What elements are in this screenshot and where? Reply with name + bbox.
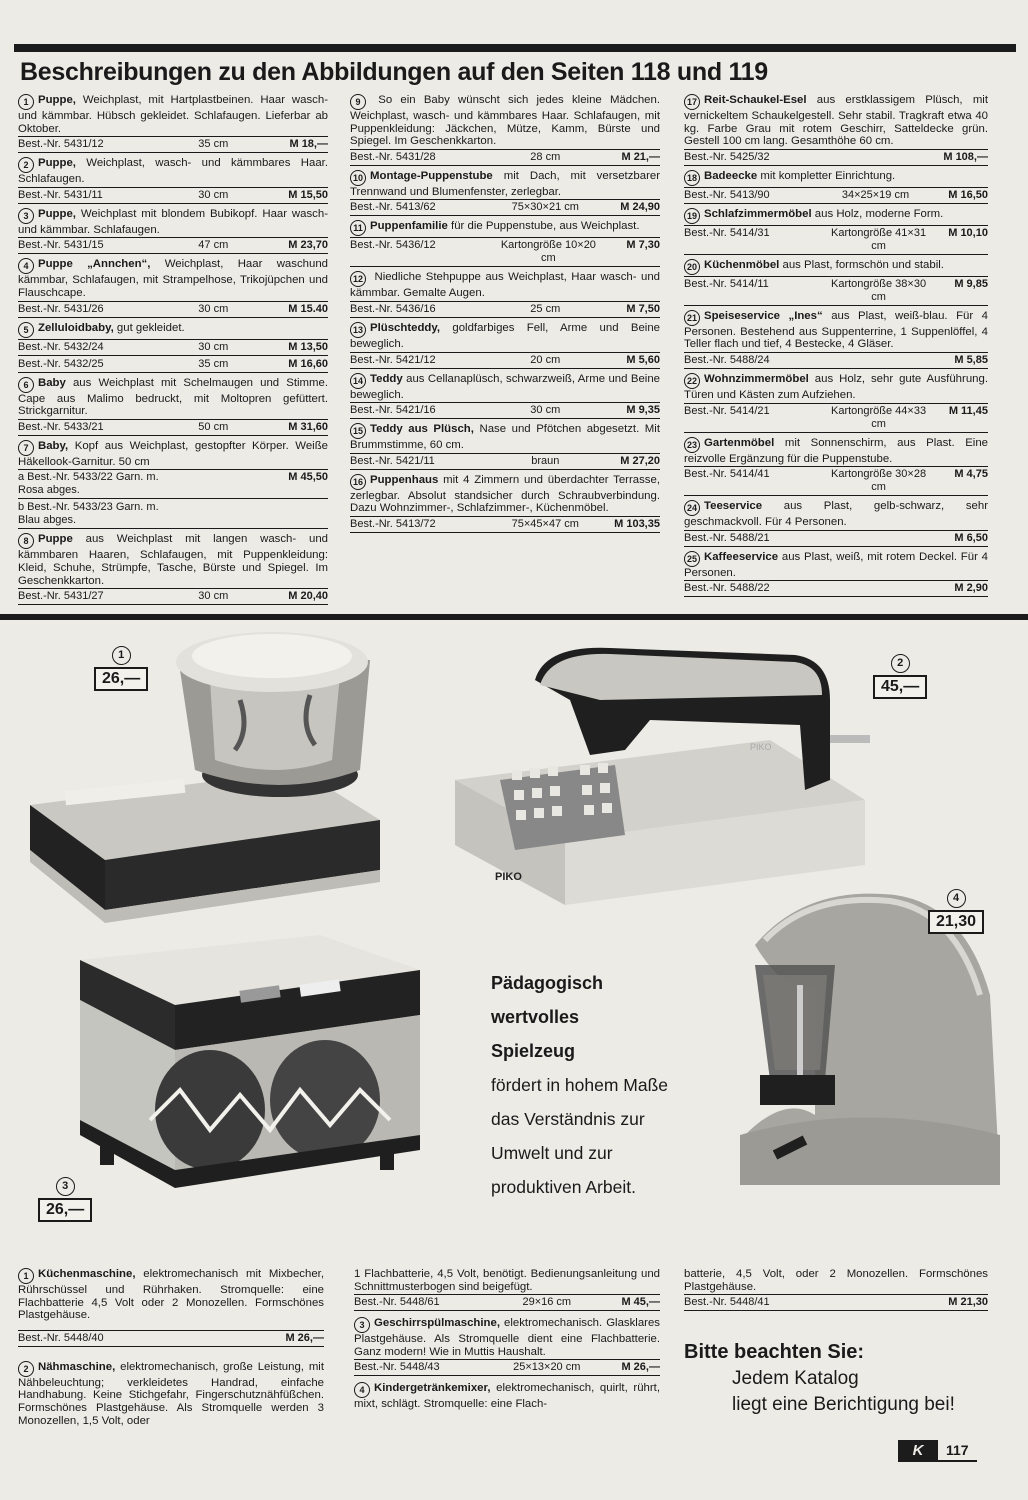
catalog-item xyxy=(350,474,660,533)
item-number: 1 xyxy=(18,1268,34,1284)
item-description: Weichplast, mit Hartplastbeinen. Haar wasch- und kämmbar. Hübsch gekleidet. Schlafaugen. Lieferbar ab Oktober. xyxy=(18,94,328,135)
order-code: Best.-Nr. 5431/26 xyxy=(18,302,104,315)
order-size: 34×25×19 cm xyxy=(841,188,910,201)
price-tag-number: 2 xyxy=(891,654,910,673)
item-description: aus Weichplast mit Schelmaugen und Stimme. Cape aus Malimo bedruckt, mit Moltopren gefüttert. Strickgarnitur. xyxy=(18,376,328,418)
item-number: 6 xyxy=(18,377,34,393)
order-size: Kartongröße 44×33 cm xyxy=(830,404,927,430)
order-row xyxy=(350,199,660,216)
item-name: Puppe, xyxy=(38,207,76,220)
catalog-item xyxy=(18,377,328,436)
item-name: Baby xyxy=(38,376,66,389)
item-number: 24 xyxy=(684,500,700,516)
order-size: 29×16 cm xyxy=(522,1296,572,1309)
price-tag-value: 45,— xyxy=(873,675,927,699)
order-row xyxy=(350,149,660,166)
description-column-1 xyxy=(18,94,328,609)
promo-line: fördert in hohem Maße xyxy=(491,1075,669,1095)
item-name: Geschirrspülmaschine, xyxy=(374,1317,500,1330)
item-number: 4 xyxy=(18,258,34,274)
catalog-item xyxy=(18,208,328,255)
order-row xyxy=(18,187,328,204)
order-size xyxy=(161,471,266,497)
item-name: Gartenmöbel xyxy=(704,436,775,449)
order-row xyxy=(350,453,660,470)
item-number: 11 xyxy=(350,220,366,236)
order-size: 47 cm xyxy=(198,239,229,252)
item-description: Weichplast, wasch- und kämmbares Haar. Schlafaugen. xyxy=(18,157,328,186)
order-code: Best.-Nr. 5448/61 xyxy=(354,1296,440,1309)
order-row xyxy=(354,1359,660,1376)
bottom-column-2 xyxy=(354,1268,660,1415)
sewing-machine-image xyxy=(450,640,890,910)
item-description: gut gekleidet. xyxy=(116,321,185,334)
order-code: Best.-Nr. 5421/11 xyxy=(350,454,435,467)
item-description: aus Plast, weiß-blau. Für 4 Personen. Bestehend aus Suppenterrine, 1 Suppenlöffel, 4 Teller flach und tief, 4 Bestecke, 4 Gläser. xyxy=(684,309,988,351)
order-code: Best.-Nr. 5488/24 xyxy=(684,353,770,366)
order-price: M 4,75 xyxy=(954,468,988,481)
item-number: 2 xyxy=(18,157,34,173)
order-code: Best.-Nr. 5414/11 xyxy=(684,277,769,290)
item-name: Montage-Puppenstube xyxy=(370,169,493,182)
item-name: Teeservice xyxy=(704,500,763,513)
item-name: Nähmaschine, xyxy=(38,1360,116,1373)
order-code: b Best.-Nr. 5433/23 Garn. m. Blau abges. xyxy=(18,501,159,527)
order-code: Best.-Nr. 5488/22 xyxy=(684,582,770,595)
notice-title: Bitte beachten Sie: xyxy=(684,1341,865,1363)
order-size: Kartongröße 41×31 cm xyxy=(830,226,927,252)
catalog-item xyxy=(684,259,988,306)
catalog-item xyxy=(684,94,988,166)
order-size: 30 cm xyxy=(198,302,229,315)
item-name: Teddy xyxy=(370,372,403,385)
svg-text:PIKO: PIKO xyxy=(750,742,772,752)
order-price: M 5,85 xyxy=(954,353,988,366)
order-row xyxy=(18,301,328,318)
order-row xyxy=(684,580,988,597)
item-name: Plüschteddy, xyxy=(370,321,441,334)
price-tag-1 xyxy=(94,645,148,691)
order-row xyxy=(18,1330,324,1347)
order-price: M 27,20 xyxy=(620,454,660,467)
page-footer xyxy=(898,1440,977,1462)
item-number: 8 xyxy=(18,533,34,549)
catalog-item xyxy=(18,157,328,204)
order-code: Best.-Nr. 5436/16 xyxy=(350,302,436,315)
order-price: M 7,50 xyxy=(626,302,660,315)
item-number: 3 xyxy=(354,1317,370,1333)
item-number: 1 xyxy=(18,94,34,110)
item-description: Nase und Pfötchen abgesetzt. Mit Brummstimme, 60 cm. xyxy=(350,423,660,452)
item-description: Weichplast mit blondem Bubikopf. Haar wasch- und kämmbar. Schlafaugen. xyxy=(18,207,328,236)
item-number: 16 xyxy=(350,474,366,490)
order-price: M 45,— xyxy=(621,1296,660,1309)
item-name: Badeecke xyxy=(704,169,758,182)
order-code: Best.-Nr. 5488/21 xyxy=(684,531,770,544)
item-name: Puppenfamilie xyxy=(370,220,448,233)
item-name: Kaffeeservice xyxy=(704,550,779,563)
catalog-item xyxy=(684,551,988,598)
item-description: aus Cellanaplüsch, schwarzweiß, Arme und Beine beweglich. xyxy=(350,372,660,401)
order-price: M 15.40 xyxy=(288,302,328,315)
order-row xyxy=(350,301,660,318)
order-size: 20 cm xyxy=(530,353,561,366)
item-description: aus Plast, gelb-schwarz, sehr geschmackvoll. Für 4 Personen. xyxy=(684,500,988,529)
order-size: 30 cm xyxy=(198,188,229,201)
order-row xyxy=(350,352,660,369)
order-code: a Best.-Nr. 5433/22 Garn. m. Rosa abges. xyxy=(18,471,159,497)
order-size: braun xyxy=(531,454,560,467)
item-description: 1 Flachbatterie, 4,5 Volt, benötigt. Bedienungsanleitung und Schnittmusterbogen sind beigefügt. xyxy=(354,1268,660,1293)
order-row xyxy=(684,187,988,204)
order-code: Best.-Nr. 5448/41 xyxy=(684,1296,770,1309)
order-row xyxy=(684,276,988,306)
order-row xyxy=(354,1294,660,1311)
order-code: Best.-Nr. 5448/40 xyxy=(18,1331,104,1344)
order-price: M 31,60 xyxy=(288,420,328,433)
order-row xyxy=(18,469,328,499)
item-description: mit Dach, mit versetzbarer Trennwand und Blumenfenster, zerlegbar. xyxy=(350,169,660,198)
item-number: 13 xyxy=(350,322,366,338)
order-row xyxy=(18,500,328,529)
order-price: M 16,60 xyxy=(288,357,328,370)
price-tag-value: 21,30 xyxy=(928,910,984,934)
description-column-2 xyxy=(350,94,660,537)
order-size: 30 cm xyxy=(530,404,561,417)
item-number: 5 xyxy=(18,322,34,338)
item-number: 14 xyxy=(350,373,366,389)
order-row xyxy=(684,530,988,547)
price-tag-value: 26,— xyxy=(94,667,148,691)
order-row xyxy=(684,403,988,433)
order-row xyxy=(18,237,328,254)
page-heading: Beschreibungen zu den Abbildungen auf den Seiten 118 und 119 xyxy=(20,58,768,86)
item-name: Puppe „Annchen“, xyxy=(38,258,151,271)
kitchen-machine-image xyxy=(10,620,390,930)
price-tag-3 xyxy=(38,1176,92,1222)
order-row xyxy=(350,402,660,419)
item-name: Puppenhaus xyxy=(370,473,439,486)
order-size: 30 cm xyxy=(198,340,229,353)
item-number: 2 xyxy=(18,1361,34,1377)
order-price: M 2,90 xyxy=(954,582,988,595)
order-size xyxy=(824,354,927,367)
item-description: elektromechanisch mit Mixbecher, Rührschüssel und Rührhaken. Stromquelle: eine Flachbatterie 4,5 Volt oder 2 Monozellen. Formschönes Plastgehäuse. xyxy=(18,1268,324,1322)
item-number: 12 xyxy=(350,271,366,287)
order-size xyxy=(824,151,927,164)
item-number: 15 xyxy=(350,423,366,439)
item-description: elektromechanisch, quirlt, rührt, mixt, schlägt. Stromquelle: eine Flach- xyxy=(354,1382,660,1411)
order-code: Best.-Nr. 5413/90 xyxy=(684,188,770,201)
description-column-3 xyxy=(684,94,988,601)
promo-line: Pädagogisch xyxy=(491,973,604,993)
item-number: 4 xyxy=(354,1382,370,1398)
order-size: 75×45×47 cm xyxy=(511,517,579,530)
order-size: 30 cm xyxy=(198,590,229,603)
catalog-item xyxy=(684,170,988,204)
catalog-item xyxy=(350,373,660,420)
item-description: mit 4 Zimmern und überdachter Terrasse, zerlegbar. Absolut standsicher durch Schraubverbindung. Dazu Wohnzimmer-, Schlafzimmer-, Küchenmöbel. xyxy=(350,473,660,515)
order-code: Best.-Nr. 5431/15 xyxy=(18,239,104,252)
order-price: M 20,40 xyxy=(288,590,328,603)
order-code: Best.-Nr. 5414/41 xyxy=(684,468,770,481)
page-number: 117 xyxy=(938,1440,977,1462)
item-name: Zelluloidbaby, xyxy=(38,321,114,334)
item-description: So ein Baby wünscht sich jedes kleine Mädchen. Weichplast, wasch- und kämmbares Haar. Schlafaugen, mit Puppenkleidung: Jäckchen, Mütze, Kamm, Bürste und Spiegel. Im Geschenkkarton. xyxy=(350,94,660,148)
bottom-item xyxy=(18,1268,324,1347)
piko-label: PIKO xyxy=(495,871,522,883)
item-name: Küchenmöbel xyxy=(704,258,780,271)
order-size: Kartongröße 38×30 cm xyxy=(830,277,927,303)
order-code: Best.-Nr. 5431/12 xyxy=(18,138,104,151)
order-code: Best.-Nr. 5448/43 xyxy=(354,1361,440,1374)
catalog-item xyxy=(18,440,328,530)
order-code: Best.-Nr. 5425/32 xyxy=(684,150,770,163)
item-number: 18 xyxy=(684,170,700,186)
price-tag-value: 26,— xyxy=(38,1198,92,1222)
item-number: 22 xyxy=(684,373,700,389)
bottom-item xyxy=(354,1382,660,1411)
promo-line: produktiven Arbeit. xyxy=(491,1177,636,1197)
item-name: Baby, xyxy=(38,439,69,452)
catalog-item xyxy=(684,310,988,369)
item-name: Puppe, xyxy=(38,94,76,106)
order-code: Best.-Nr. 5421/12 xyxy=(350,353,436,366)
order-row xyxy=(684,1294,988,1311)
promo-line: wertvolles xyxy=(491,1007,580,1027)
order-size: 75×30×21 cm xyxy=(511,201,579,214)
order-size: Kartongröße 30×28 cm xyxy=(830,468,927,494)
order-code: Best.-Nr. 5421/16 xyxy=(350,404,436,417)
notice-line: liegt eine Berichtigung bei! xyxy=(732,1394,955,1415)
order-row xyxy=(684,466,988,496)
bottom-item xyxy=(354,1317,660,1376)
catalog-item xyxy=(350,423,660,470)
item-name: Küchenmaschine, xyxy=(38,1268,136,1280)
item-description: Kopf aus Weichplast, gestopfter Körper. Weiße Häkellook-Garnitur. 50 cm xyxy=(18,439,328,468)
order-price: M 21,30 xyxy=(948,1296,988,1309)
price-tag-2 xyxy=(873,653,927,699)
order-size: 50 cm xyxy=(198,420,229,433)
item-number: 21 xyxy=(684,310,700,326)
promo-line: das Verständnis zur xyxy=(491,1109,645,1129)
dishwasher-image xyxy=(60,930,440,1240)
order-row xyxy=(18,419,328,436)
price-tag-number: 3 xyxy=(56,1177,75,1196)
item-description: elektromechanisch, große Leistung, mit Nähbeleuchtung; verkleidetes Handrad, einfache Handhabung. Keine Stichgefahr, Fingerschutznähfüßchen. Formschönes Plastgehäuse. Als Stromquelle werden 3 Monozellen, 1,5 Volt, oder xyxy=(18,1360,325,1427)
item-description: mit kompletter Einrichtung. xyxy=(760,169,896,182)
item-number: 20 xyxy=(684,259,700,275)
order-code: Best.-Nr. 5436/12 xyxy=(350,239,436,252)
item-description: Niedliche Stehpuppe aus Weichplast, Haar wasch- und kämmbar. Gemalte Augen. xyxy=(350,271,660,300)
order-price: M 13,50 xyxy=(288,340,328,353)
item-name: Reit-Schaukel-Esel xyxy=(704,94,807,106)
catalog-item xyxy=(18,94,328,153)
order-row xyxy=(18,136,328,153)
promo-line: Spielzeug xyxy=(491,1041,576,1061)
item-number: 17 xyxy=(684,94,700,110)
order-size: 28 cm xyxy=(530,150,561,163)
order-code: Best.-Nr. 5432/24 xyxy=(18,340,104,353)
item-description: aus Holz, sehr gute Ausführung. Türen und Kästen zum Aufziehen. xyxy=(684,372,988,401)
order-code: Best.-Nr. 5433/21 xyxy=(18,420,104,433)
order-code: Best.-Nr. 5431/27 xyxy=(18,590,104,603)
bottom-column-1 xyxy=(18,1268,324,1431)
item-name: Puppe xyxy=(38,533,73,546)
item-number: 10 xyxy=(350,170,366,186)
notice-line: Jedem Katalog xyxy=(732,1368,859,1389)
item-description: aus Holz, moderne Form. xyxy=(814,207,944,220)
order-size xyxy=(161,501,266,527)
item-description: goldfarbiges Fell, Arme und Beine beweglich. xyxy=(350,321,660,350)
order-price: M 10,10 xyxy=(948,226,988,239)
order-code: Best.-Nr. 5413/62 xyxy=(350,201,436,214)
order-price: M 9,85 xyxy=(954,277,988,290)
catalog-item xyxy=(684,208,988,255)
catalog-item xyxy=(684,373,988,433)
order-price: M 15,50 xyxy=(288,188,328,201)
notice-box xyxy=(684,1338,994,1418)
order-row xyxy=(684,352,988,369)
order-price: M 21,— xyxy=(621,150,660,163)
order-row xyxy=(684,149,988,166)
item-name: Wohnzimmermöbel xyxy=(704,372,809,385)
item-number: 3 xyxy=(18,208,34,224)
order-code: Best.-Nr. 5413/72 xyxy=(350,517,436,530)
order-size: 35 cm xyxy=(198,138,229,151)
order-code: Best.-Nr. 5414/21 xyxy=(684,404,770,417)
order-code: Best.-Nr. 5431/28 xyxy=(350,150,436,163)
catalog-logo: K xyxy=(898,1440,938,1462)
item-number: 9 xyxy=(350,94,366,110)
order-row xyxy=(18,339,328,356)
price-tag-number: 4 xyxy=(947,889,966,908)
catalog-item xyxy=(18,322,328,373)
top-rule xyxy=(14,44,1016,52)
item-description: aus erstklassigem Plüsch, mit vernickeltem Schaukelgestell. Sehr stabil. Tragkraft etwa 40 kg. Farbe Grau mit rotem Geschirr, Satteldecke grün. Gestell 100 cm lang. Gesamthöhe 60 cm. xyxy=(684,94,988,148)
item-number: 25 xyxy=(684,551,700,567)
order-size xyxy=(824,532,927,545)
item-number: 23 xyxy=(684,437,700,453)
item-number: 19 xyxy=(684,208,700,224)
order-price: M 23,70 xyxy=(288,239,328,252)
order-size: 25 cm xyxy=(530,302,561,315)
order-price: M 24,90 xyxy=(620,201,660,214)
item-name: Puppe, xyxy=(38,157,76,170)
order-price: M 26,— xyxy=(621,1361,660,1374)
catalog-item xyxy=(350,170,660,217)
item-name: Teddy aus Plüsch, xyxy=(370,423,474,436)
bottom-column-3 xyxy=(684,1268,988,1311)
item-name: Schlafzimmermöbel xyxy=(704,207,812,220)
order-size: 35 cm xyxy=(198,357,229,370)
order-price: M 6,50 xyxy=(954,531,988,544)
bottom-item xyxy=(18,1361,324,1427)
order-price: M 26,— xyxy=(285,1331,324,1344)
order-size xyxy=(159,1332,263,1345)
order-size: 25×13×20 cm xyxy=(513,1361,581,1374)
order-code: Best.-Nr. 5431/11 xyxy=(18,188,103,201)
order-row xyxy=(684,225,988,255)
order-price: M 45,50 xyxy=(288,471,328,484)
item-description: für die Puppenstube, aus Weichplast. xyxy=(451,220,640,233)
order-row xyxy=(18,588,328,605)
item-description: aus Plast, weiß, mit rotem Deckel. Für 4 Personen. xyxy=(684,550,988,579)
order-price: M 5,60 xyxy=(626,353,660,366)
order-price: M 108,— xyxy=(943,150,988,163)
item-description: aus Plast, formschön und stabil. xyxy=(782,258,944,271)
item-description: mit Sonnenschirm, aus Plast. Eine reizvolle Ergänzung für die Puppenstube. xyxy=(684,436,989,465)
catalog-item xyxy=(684,500,988,547)
order-size xyxy=(824,1296,927,1309)
order-price: M 11,45 xyxy=(948,404,988,417)
price-tag-number: 1 xyxy=(112,646,131,665)
catalog-item xyxy=(684,437,988,497)
catalog-item xyxy=(350,322,660,369)
order-code: Best.-Nr. 5414/31 xyxy=(684,226,770,239)
order-row xyxy=(350,516,660,533)
order-row xyxy=(18,357,328,373)
catalog-item xyxy=(350,94,660,166)
order-price: M 7,30 xyxy=(626,239,660,252)
catalog-item xyxy=(350,220,660,267)
order-price: M 9,35 xyxy=(626,404,660,417)
item-description: Weichplast, Haar waschund kämmbar, Schlafaugen, mit Strampelhose, Trikojüpchen und Flauschcape. xyxy=(18,258,328,299)
catalog-item xyxy=(18,258,328,317)
order-size: Kartongröße 10×20 cm xyxy=(500,239,596,265)
item-description: batterie, 4,5 Volt, oder 2 Monozellen. Formschönes Plastgehäuse. xyxy=(684,1268,988,1293)
item-number: 7 xyxy=(18,440,34,456)
order-price xyxy=(266,501,328,527)
order-row xyxy=(350,237,660,267)
order-code: Best.-Nr. 5432/25 xyxy=(18,357,104,370)
item-name: Kindergetränkemixer, xyxy=(374,1382,491,1395)
catalog-item xyxy=(18,533,328,605)
item-name: Speiseservice „Ines“ xyxy=(704,309,823,322)
promo-line: Umwelt und zur xyxy=(491,1143,613,1163)
order-size xyxy=(824,582,927,595)
catalog-item xyxy=(350,271,660,318)
order-price: M 18,— xyxy=(289,138,328,151)
item-description: elektromechanisch. Glasklares Plastgehäuse. Als Stromquelle dient eine Flachbatterie. Ganz modern! Wie in Muttis Haushalt. xyxy=(354,1317,661,1358)
item-description: aus Weichplast mit langen wasch- und kämmbaren Haaren, Schlafaugen, mit Puppenkleidung: Kleid, Schuhe, Strümpfe, Tasche, Bürste und Spiegel. Im Geschenkkarton. xyxy=(18,533,328,587)
order-price: M 16,50 xyxy=(948,188,988,201)
price-tag-4 xyxy=(928,888,984,934)
order-price: M 103,35 xyxy=(614,517,660,530)
promo-text xyxy=(491,966,701,1204)
